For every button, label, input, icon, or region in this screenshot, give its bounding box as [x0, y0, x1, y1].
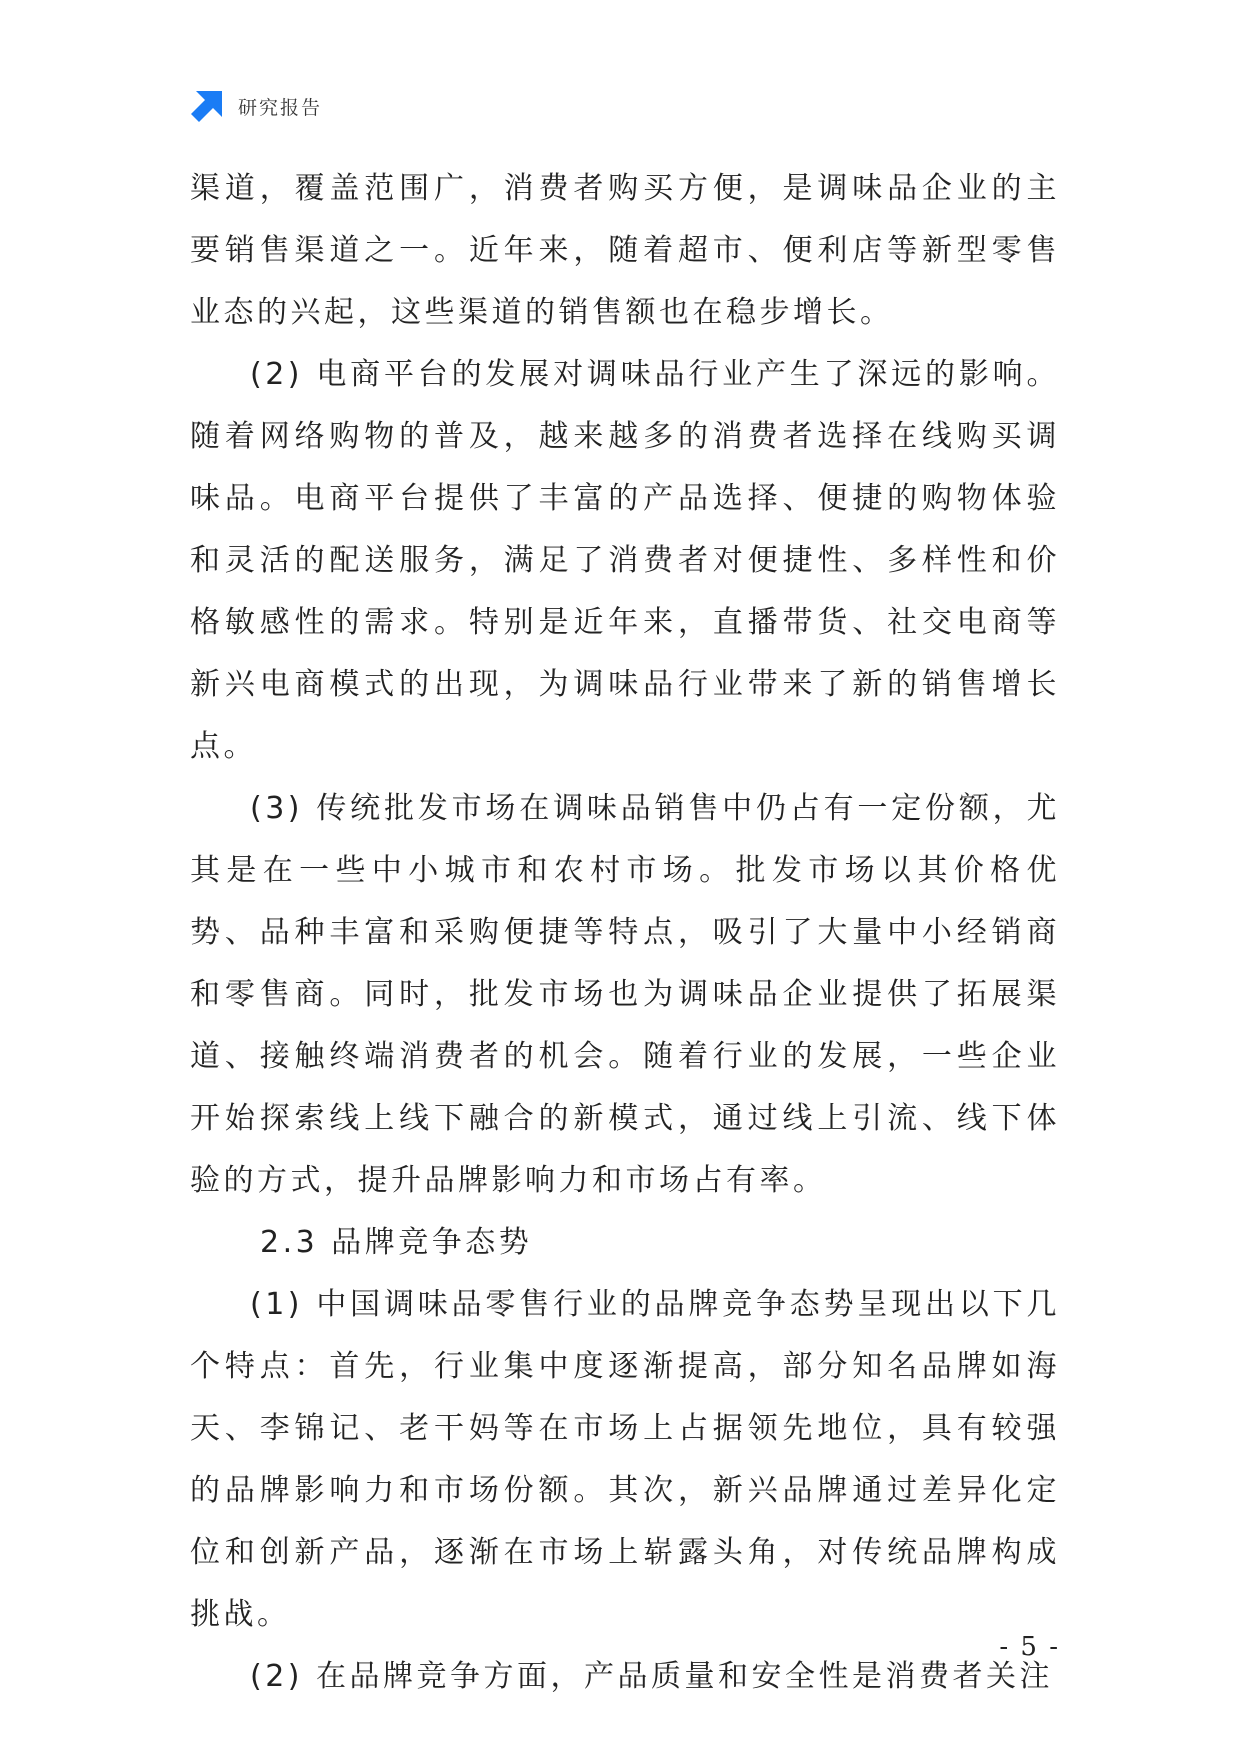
paragraph-brand-competition-features: (1) 中国调味品零售行业的品牌竞争态势呈现出以下几个特点：首先，行业集中度逐渐提高，部分知名品牌如海天、李锦记、老干妈等在市场上占据领先地位，具有较强的品牌影响力和市场份额。其次，新兴品牌通过差异化定位和创新产品，逐渐在市场上崭露头角，对传统品牌构成挑战。 [190, 1287, 1060, 1632]
paragraph-channels-continued: 渠道，覆盖范围广，消费者购买方便，是调味品企业的主要销售渠道之一。近年来，随着超市、便利店等新型零售业态的兴起，这些渠道的销售额也在稳步增长。 [190, 171, 1060, 330]
report-header [190, 86, 322, 126]
section-heading-brand-competition: 2.3 品牌竞争态势 [260, 1225, 533, 1260]
paragraph-ecommerce: (2) 电商平台的发展对调味品行业产生了深远的影响。随着网络购物的普及，越来越多的消费者选择在线购买调味品。电商平台提供了丰富的产品选择、便捷的购物体验和灵活的配送服务，满足了消费者对便捷性、多样性和价格敏感性的需求。特别是近年来，直播带货、社交电商等新兴电商模式的出现，为调味品行业带来了新的销售增长点。 [190, 357, 1060, 764]
paragraph-wholesale-market: (3) 传统批发市场在调味品销售中仍占有一定份额，尤其是在一些中小城市和农村市场。批发市场以其价格优势、品种丰富和采购便捷等特点，吸引了大量中小经销商和零售商。同时，批发市场也为调味品企业提供了拓展渠道、接触终端消费者的机会。随着行业的发展，一些企业开始探索线上线下融合的新模式，通过线上引流、线下体验的方式，提升品牌影响力和市场占有率。 [190, 791, 1060, 1198]
arrow-up-right-icon [190, 89, 224, 123]
paragraph-brand-competition-quality: (2) 在品牌竞争方面，产品质量和安全性是消费者关注 [250, 1659, 1054, 1694]
header-title: 研究报告 [238, 96, 323, 119]
page-number: - 5 - [999, 1632, 1060, 1662]
document-body [190, 158, 1060, 1708]
